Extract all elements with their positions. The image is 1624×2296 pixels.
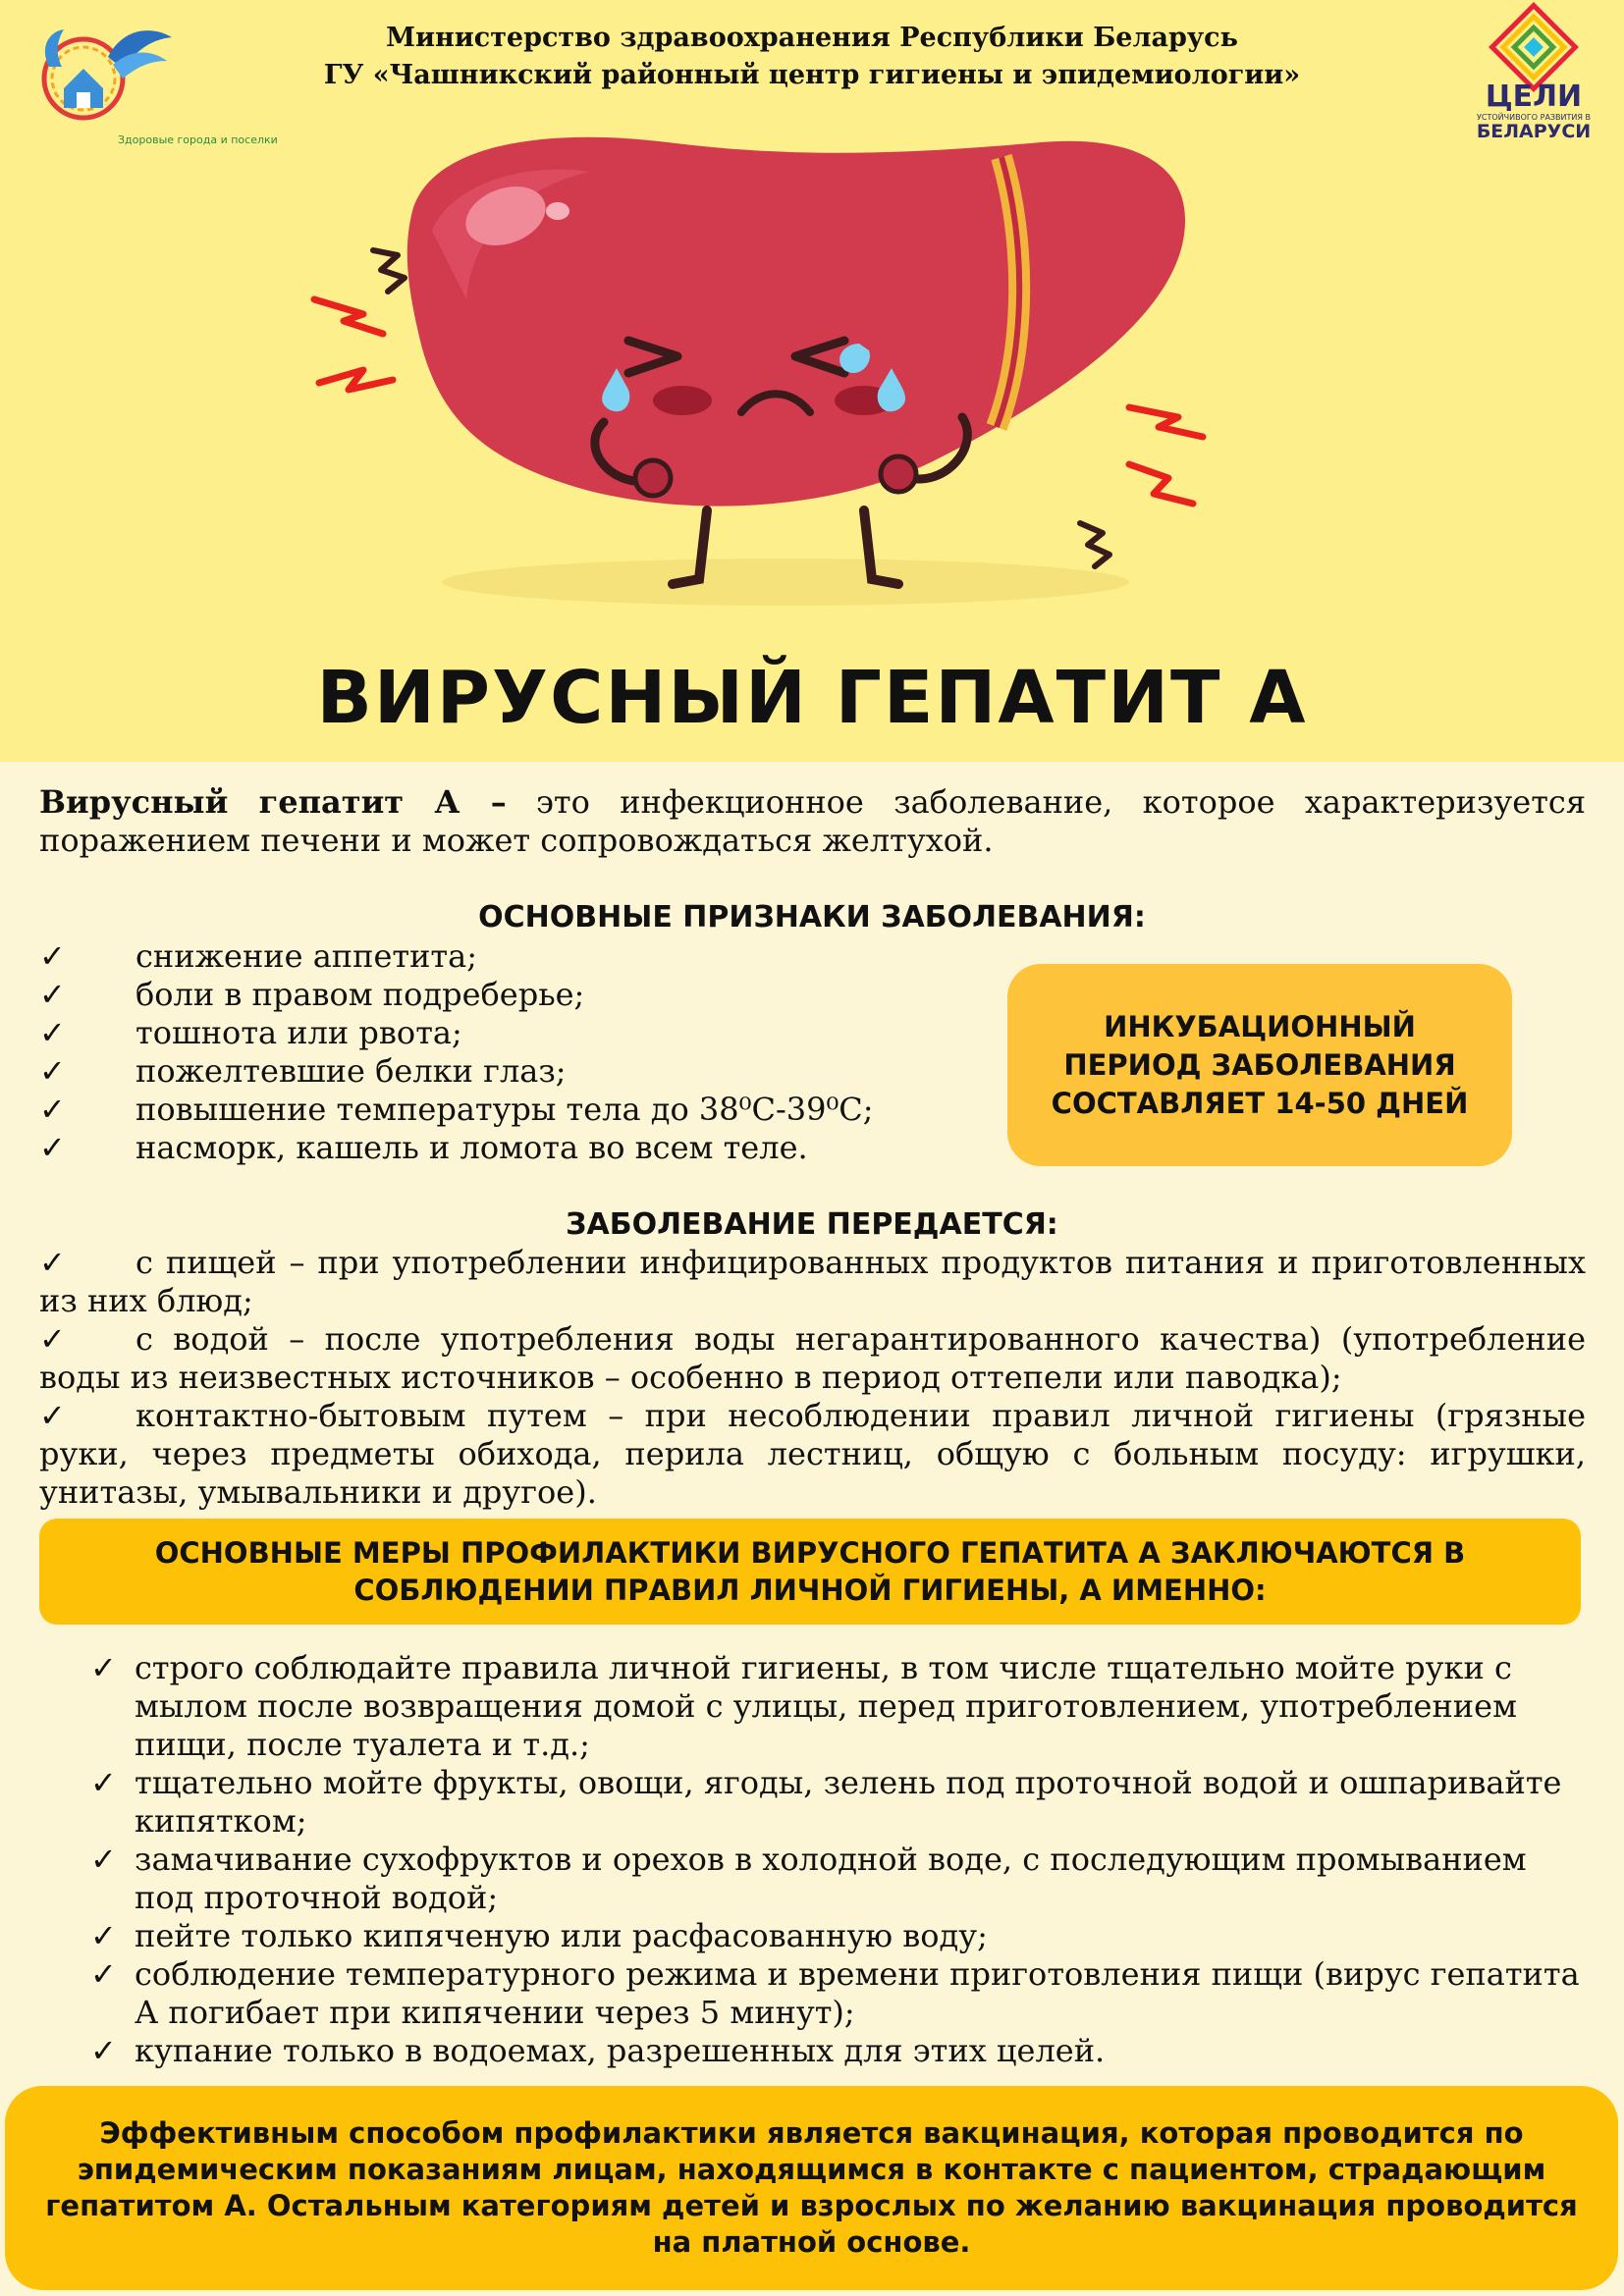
- sdg-belarus-logo: [1473, 10, 1596, 147]
- center-line: ГУ «Чашникский районный центр гигиены и эпидемиологии»: [323, 60, 1301, 90]
- check-icon: ✓: [90, 2032, 117, 2069]
- page-title: ВИРУСНЫЙ ГЕПАТИТ А: [316, 656, 1308, 740]
- list-item: ✓ тошнота или рвота;: [39, 1014, 462, 1051]
- list-item: ✓ снижение аппетита;: [39, 937, 477, 975]
- check-icon: ✓: [39, 1091, 66, 1128]
- check-icon: ✓: [90, 1764, 117, 1801]
- vaccination-note: Эффективным способом профилактики является вакцинация, которая проводится по эпидемическим показаниям лицам, находящимся в контакте с пациентом, страдающим гепатитом А. Остальным категориям детей и взрослых по желанию вакцинация проводится на платной основе.: [5, 2086, 1618, 2290]
- incubation-period-box: ИНКУБАЦИОННЫЙ ПЕРИОД ЗАБОЛЕВАНИЯ СОСТАВЛЯЕТ 14-50 ДНЕЙ: [1007, 964, 1512, 1166]
- list-item: ✓ строго соблюдайте правила личной гигиены, в том числе тщательно мойте руки с мылом после возвращения домой с улицы, перед приготовлением, употреблением пищи, после туалета и т.д.;: [90, 1649, 1517, 1763]
- list-item: ✓ пожелтевшие белки глаз;: [39, 1052, 567, 1090]
- check-icon: ✓: [39, 1129, 66, 1166]
- list-item: ✓ купание только в водоемах, разрешенных для этих целей.: [90, 2032, 1106, 2069]
- list-item: ✓ замачивание сухофруктов и орехов в холодной воде, с последующим промыванием под проточной водой;: [90, 1841, 1527, 1916]
- check-icon: ✓: [90, 1841, 117, 1878]
- check-icon: ✓: [90, 1649, 117, 1686]
- svg-text:Здоровые города и поселки: Здоровые города и поселки: [118, 133, 278, 146]
- list-item: ✓ с пищей – при употреблении инфицированных продуктов питания и приготовленных из них блюд;: [39, 1244, 1586, 1319]
- organization-name: [295, 20, 1329, 94]
- transmission-heading: ЗАБОЛЕВАНИЕ ПЕРЕДАЕТСЯ:: [566, 1207, 1058, 1242]
- svg-text:УСТОЙЧИВОГО РАЗВИТИЯ В: УСТОЙЧИВОГО РАЗВИТИЯ В: [1477, 113, 1591, 122]
- intro-text: это инфекционное заболевание, которое характеризуется поражением печени и может сопровождаться желтухой.: [39, 783, 1587, 859]
- check-icon: ✓: [39, 1052, 66, 1090]
- healthy-cities-logo: [25, 18, 278, 155]
- check-icon: ✓: [90, 1917, 117, 1954]
- list-item: ✓ повышение температуры тела до 38⁰С-39⁰С;: [39, 1091, 874, 1128]
- check-icon: ✓: [39, 1014, 66, 1051]
- transmission-list: [39, 1244, 1586, 1512]
- check-icon: ✓: [39, 1320, 66, 1358]
- check-icon: ✓: [39, 976, 66, 1013]
- list-item: ✓ с водой – после употребления воды негарантированного качества) (употребление воды из неизвестных источников – особенно в период оттепели или паводка);: [39, 1320, 1586, 1396]
- symptoms-list: [39, 937, 982, 1167]
- list-item: ✓ тщательно мойте фрукты, овощи, ягоды, зелень под проточной водой и ошпаривайте кипятком;: [90, 1764, 1562, 1840]
- check-icon: ✓: [90, 1955, 117, 1993]
- list-item: ✓ соблюдение температурного режима и времени приготовления пищи (вирус гепатита А погибает при кипячении через 5 минут);: [90, 1955, 1580, 2031]
- list-item: ✓ насморк, кашель и ломота во всем теле.: [39, 1129, 808, 1166]
- symptoms-heading: ОСНОВНЫЕ ПРИЗНАКИ ЗАБОЛЕВАНИЯ:: [478, 900, 1146, 934]
- prevention-banner: ОСНОВНЫЕ МЕРЫ ПРОФИЛАКТИКИ ВИРУСНОГО ГЕПАТИТА А ЗАКЛЮЧАЮТСЯ В СОБЛЮДЕНИИ ПРАВИЛ ЛИЧНОЙ ГИГИЕНЫ, А ИМЕННО:: [39, 1519, 1581, 1625]
- check-icon: ✓: [39, 937, 66, 975]
- ministry-line: Министерство здравоохранения Республики Беларусь: [386, 23, 1238, 53]
- list-item: ✓ боли в правом подреберье;: [39, 976, 585, 1013]
- check-icon: ✓: [39, 1397, 66, 1434]
- prevention-list: [90, 1649, 1583, 2070]
- svg-text:БЕЛАРУСИ: БЕЛАРУСИ: [1476, 121, 1592, 142]
- list-item: ✓ пейте только кипяченую или расфасованную воду;: [90, 1917, 988, 1954]
- svg-text:ЦЕЛИ: ЦЕЛИ: [1485, 80, 1583, 114]
- sad-liver-illustration: [295, 123, 1276, 614]
- intro-paragraph: [39, 783, 1586, 860]
- check-icon: ✓: [39, 1244, 66, 1281]
- intro-term: Вирусный гепатит А –: [39, 783, 507, 821]
- header-area: [0, 0, 1624, 762]
- list-item: ✓ контактно-бытовым путем – при несоблюдении правил личной гигиены (грязные руки, через предметы обихода, перила лестниц, общую с больным посуду: игрушки, унитазы, умывальники и другое).: [39, 1397, 1586, 1511]
